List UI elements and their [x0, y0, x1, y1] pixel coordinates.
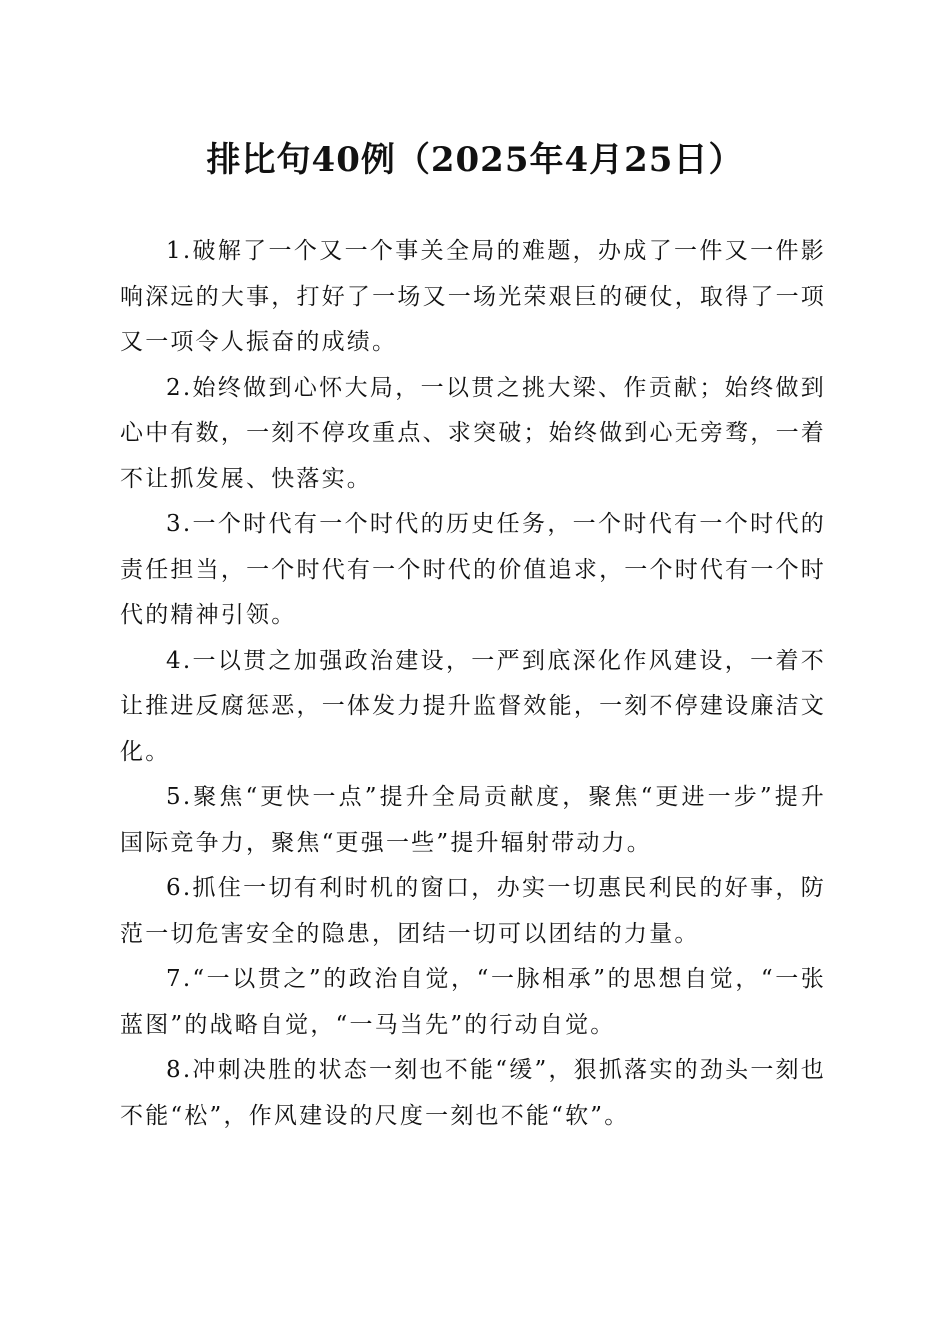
paragraph-5: 5.聚焦“更快一点”提升全局贡献度，聚焦“更进一步”提升国际竞争力，聚焦“更强一些”提升辐射带动力。 [120, 784, 826, 856]
paragraph-6: 6.抓住一切有利时机的窗口，办实一切惠民利民的好事，防范一切危害安全的隐患，团结一切可以团结的力量。 [120, 875, 826, 947]
paragraph-3: 3.一个时代有一个时代的历史任务，一个时代有一个时代的责任担当，一个时代有一个时代的价值追求，一个时代有一个时代的精神引领。 [120, 511, 826, 628]
paragraph-1: 1.破解了一个又一个事关全局的难题，办成了一件又一件影响深远的大事，打好了一场又一场光荣艰巨的硬仗，取得了一项又一项令人振奋的成绩。 [120, 238, 826, 355]
paragraph-8: 8.冲刺决胜的状态一刻也不能“缓”，狠抓落实的劲头一刻也不能“松”，作风建设的尺度一刻也不能“软”。 [120, 1057, 826, 1129]
document-title: 排比句40例（2025年4月25日） [206, 140, 744, 180]
document-body [120, 229, 826, 1139]
paragraph-4: 4.一以贯之加强政治建设，一严到底深化作风建设，一着不让推进反腐惩恶，一体发力提升监督效能，一刻不停建设廉洁文化。 [120, 647, 826, 765]
paragraph-7: 7.“一以贯之”的政治自觉，“一脉相承”的思想自觉，“一张蓝图”的战略自觉，“一马当先”的行动自觉。 [120, 966, 826, 1038]
paragraph-2: 2.始终做到心怀大局，一以贯之挑大梁、作贡献；始终做到心中有数，一刻不停攻重点、求突破；始终做到心无旁骛，一着不让抓发展、快落实。 [120, 374, 826, 492]
